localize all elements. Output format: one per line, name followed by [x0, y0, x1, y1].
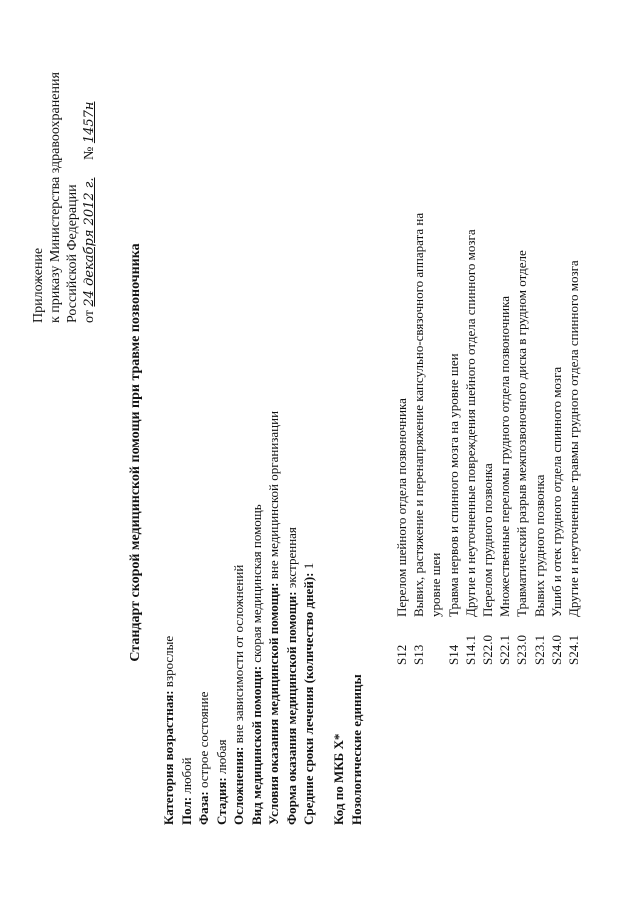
param-label: Пол: [178, 796, 194, 825]
param-label: Осложнения: [231, 746, 246, 825]
table-row [548, 192, 565, 665]
mkb-label: Код по МКБ X* [331, 733, 346, 825]
param-value: вне медицинской организации [266, 410, 281, 580]
param-label: Средние сроки лечения (количество дней): [301, 572, 316, 825]
param-care-type [248, 411, 266, 825]
appendix-date-line [81, 72, 98, 323]
row-name: Травматический разрыв межпозвоночного диска в грудном отделе [514, 250, 530, 617]
row-code: S14.1 [462, 635, 478, 665]
param-value: острое состояние [196, 691, 211, 789]
param-complications [230, 411, 248, 825]
table-row [393, 192, 410, 665]
row-name: Другие и неуточненные травмы грудного отдела спинного мозга [566, 260, 582, 617]
row-name: Множественные переломы грудного отдела позвоночника [497, 295, 513, 617]
row-name: Вывих грудного позвонка [531, 474, 547, 617]
param-stage [213, 411, 231, 825]
param-conditions [265, 411, 283, 825]
row-code: S24.0 [548, 635, 564, 665]
param-duration [300, 411, 318, 825]
param-value: любой [178, 757, 194, 794]
param-value: 1 [301, 562, 316, 570]
param-label: Вид медицинской помощи: [248, 665, 264, 825]
page-title: Стандарт скорой медицинской помощи при травме позвоночника [128, 243, 143, 662]
table-row [565, 192, 582, 665]
codes-header [330, 674, 365, 825]
row-code: S23.1 [531, 635, 547, 665]
table-row [410, 192, 444, 665]
table-row [479, 192, 496, 665]
param-value: взрослые [161, 635, 176, 688]
table-row [445, 192, 462, 665]
param-label: Фаза: [196, 791, 211, 825]
table-row [531, 192, 548, 665]
row-code: S22.0 [480, 635, 496, 665]
param-label: Стадия: [213, 777, 229, 825]
row-code: S22.1 [497, 635, 513, 665]
param-label: Условия оказания медицинской помощи: [266, 582, 281, 825]
appendix-federation: Российской Федерации [65, 184, 80, 323]
appendix-from: от [82, 310, 97, 323]
appendix-date: 24 декабря 2012 г. [82, 177, 97, 307]
param-label: Форма оказания медицинской помощи: [283, 591, 299, 825]
row-name: Ушиб и отек грудного отдела спинного мозга [548, 366, 564, 617]
param-sex [178, 411, 196, 825]
appendix-block [30, 72, 98, 323]
table-row [513, 192, 530, 665]
table-row [496, 192, 513, 665]
param-value: скорая медицинская помощь [248, 504, 264, 663]
row-code: S24.1 [566, 635, 582, 665]
param-label: Категория возрастная: [161, 690, 176, 825]
param-phase [195, 411, 213, 825]
row-name: Вывих, растяжение и перенапряжение капсульно-связочного аппарата на уровне шеи [411, 212, 444, 617]
appendix-order: к приказу Министерства здравоохранения [48, 72, 63, 323]
row-code: S14 [445, 644, 461, 665]
param-value: вне зависимости от осложнений [231, 564, 246, 744]
nosology-label: Нозологические единицы [348, 674, 364, 825]
row-code: S12 [394, 644, 409, 665]
row-code: S13 [411, 644, 427, 665]
table-row [462, 192, 479, 665]
appendix-title: Приложение [31, 247, 46, 323]
nosology-table [393, 192, 582, 665]
param-value: любая [213, 739, 229, 775]
row-name: Травма нервов и спинного мозга на уровне шеи [445, 353, 461, 617]
row-name: Другие и неуточненные повреждения шейного отдела спинного мозга [462, 229, 478, 617]
appendix-number: 1457н [82, 101, 97, 144]
parameters-list [160, 411, 318, 825]
param-form [283, 411, 301, 825]
row-code: S23.0 [514, 635, 530, 665]
param-value: экстренная [283, 527, 299, 589]
row-name: Перелом грудного позвонка [480, 463, 496, 617]
row-name: Перелом шейного отдела позвоночника [394, 398, 409, 617]
param-age [160, 411, 178, 825]
appendix-number-sign: № [82, 146, 97, 161]
